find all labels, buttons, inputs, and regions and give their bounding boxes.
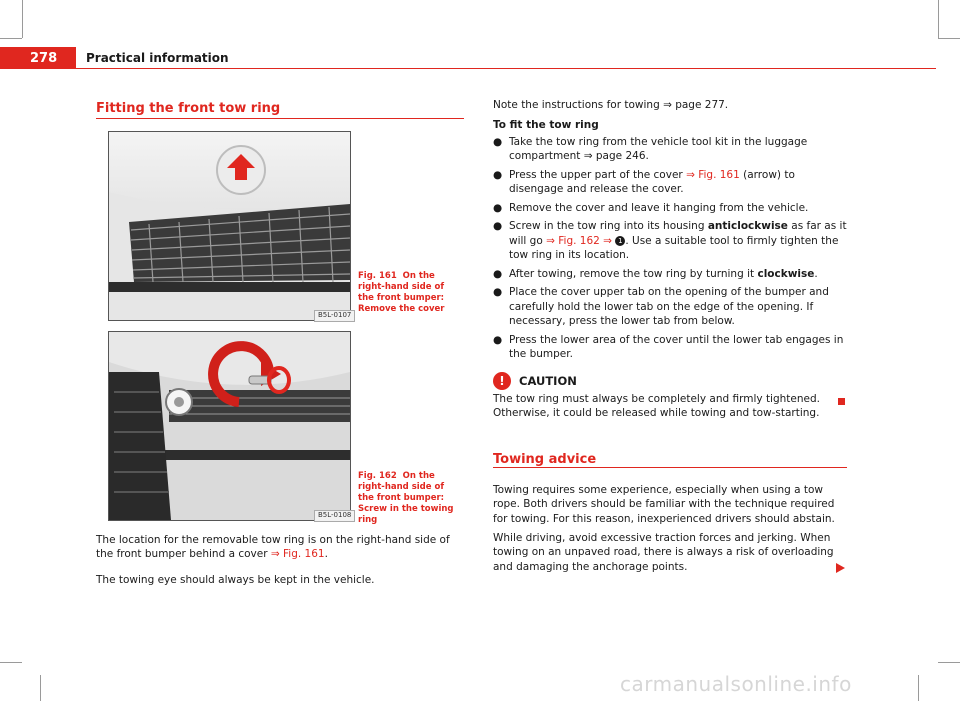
text-span: Press the upper part of the cover (509, 168, 683, 181)
watermark: carmanualsonline.info (620, 672, 852, 696)
bullet-dot: ● (493, 267, 503, 280)
continue-arrow-icon (836, 563, 845, 573)
text-span: . Use a suitable tool to firmly tighten the tow ring in its location. (509, 234, 839, 262)
section-rule (96, 118, 464, 119)
bullet-text (509, 168, 848, 197)
bumper-cover-illustration (109, 132, 350, 320)
bullet-dot: ● (493, 220, 503, 233)
figure-161-number: Fig. 161 (358, 271, 397, 281)
bullet-item (493, 135, 848, 164)
bullet-text: Take the tow ring from the vehicle tool kit in the luggage compartment ⇒ page 246. (509, 135, 808, 163)
crop-mark (0, 662, 22, 663)
header-title: Practical information (86, 51, 229, 65)
fig-161-link[interactable]: ⇒ Fig. 161 (686, 168, 740, 181)
subheading-fit-tow-ring: To fit the tow ring (493, 119, 599, 132)
fig-162-link[interactable]: ⇒ Fig. 162 ⇒ (546, 234, 612, 247)
caution-exclamation-icon: ! (493, 372, 511, 390)
text-span: Screw in the tow ring into its housing (509, 220, 705, 233)
figure-161-caption-text: On the right-hand side of the front bumper: Remove the cover (358, 271, 445, 315)
bullet-item (493, 333, 848, 362)
section-end-marker (838, 398, 845, 405)
towing-advice-paragraph-2: While driving, avoid excessive traction forces and jerking. When towing on an unpaved road, there is always a risk of overloading and damaging the anchorage points. (493, 532, 834, 573)
figure-161-caption (358, 271, 458, 315)
bullet-dot: ● (493, 168, 503, 181)
bullet-dot: ● (493, 286, 503, 299)
tow-ring-illustration (109, 332, 350, 520)
towing-advice-paragraph-1: Towing requires some experience, especially when using a tow rope. Both drivers should be familiar with the technique required for towing. For this reason, inexperienced drivers should abstain. (493, 484, 835, 525)
fig-161-link[interactable]: ⇒ Fig. 161 (270, 548, 325, 561)
text-span: . (814, 267, 818, 280)
bullet-text (509, 267, 818, 281)
caution-header (493, 372, 848, 390)
crop-mark (918, 675, 919, 701)
section-heading-towing-advice: Towing advice (493, 452, 597, 467)
bold-term: clockwise (757, 267, 815, 280)
bullet-dot: ● (493, 333, 503, 346)
bullet-text: Press the lower area of the cover until the lower tab engages in the bumper. (509, 333, 844, 361)
callout-1-icon: 1 (615, 236, 625, 246)
figure-162-caption (358, 471, 458, 526)
caution-text: The tow ring must always be completely and firmly tightened. Otherwise, it could be released while towing and tow-starting. (493, 392, 820, 420)
section-heading-front-tow-ring: Fitting the front tow ring (96, 101, 281, 116)
header-rule (76, 68, 936, 69)
figure-162-image (108, 331, 351, 521)
text-span: as far as it will go (509, 220, 847, 247)
bullet-dot: ● (493, 201, 503, 214)
towing-eye-paragraph: The towing eye should always be kept in the vehicle. (96, 574, 375, 586)
bullet-item (493, 168, 848, 197)
bold-term: anticlockwise (707, 220, 788, 233)
figure-162-caption-text: On the right-hand side of the front bumper: Screw in the towing ring (358, 471, 454, 526)
bullet-text: Remove the cover and leave it hanging from the vehicle. (509, 201, 809, 214)
section-rule (493, 467, 847, 468)
crop-mark (938, 662, 960, 663)
text-span: (arrow) to disengage and release the cover. (509, 168, 795, 196)
text-span: The location for the removable tow ring is on the right-hand side of the front bumper behind a cover (96, 534, 450, 561)
bullet-dot: ● (493, 135, 503, 148)
bullet-item (493, 219, 848, 262)
crop-mark (0, 38, 22, 39)
tow-ring-location-paragraph (96, 533, 468, 562)
bullet-item (493, 201, 848, 215)
figure-161-code: B5L-0107 (314, 310, 355, 322)
bullet-text (509, 219, 848, 262)
towing-instructions-note: Note the instructions for towing ⇒ page 277. (493, 99, 729, 111)
bullet-text: Place the cover upper tab on the opening of the bumper and carefully hold the lower tab on the edge of the opening. If necessary, press the lower tab from below. (509, 286, 829, 328)
bullet-item (493, 267, 848, 281)
figure-162-code: B5L-0108 (314, 510, 355, 522)
crop-mark (938, 38, 960, 39)
text-span: . (324, 548, 328, 561)
right-column (493, 98, 848, 421)
figure-161-image (108, 131, 351, 321)
bullet-item (493, 285, 848, 328)
crop-mark (22, 0, 23, 38)
page-number: 278 (30, 51, 58, 66)
figure-162-number: Fig. 162 (358, 471, 397, 481)
crop-mark (938, 0, 939, 38)
caution-label: CAUTION (519, 373, 577, 388)
crop-mark (40, 675, 41, 701)
text-span: After towing, remove the tow ring by turning it (509, 267, 755, 280)
